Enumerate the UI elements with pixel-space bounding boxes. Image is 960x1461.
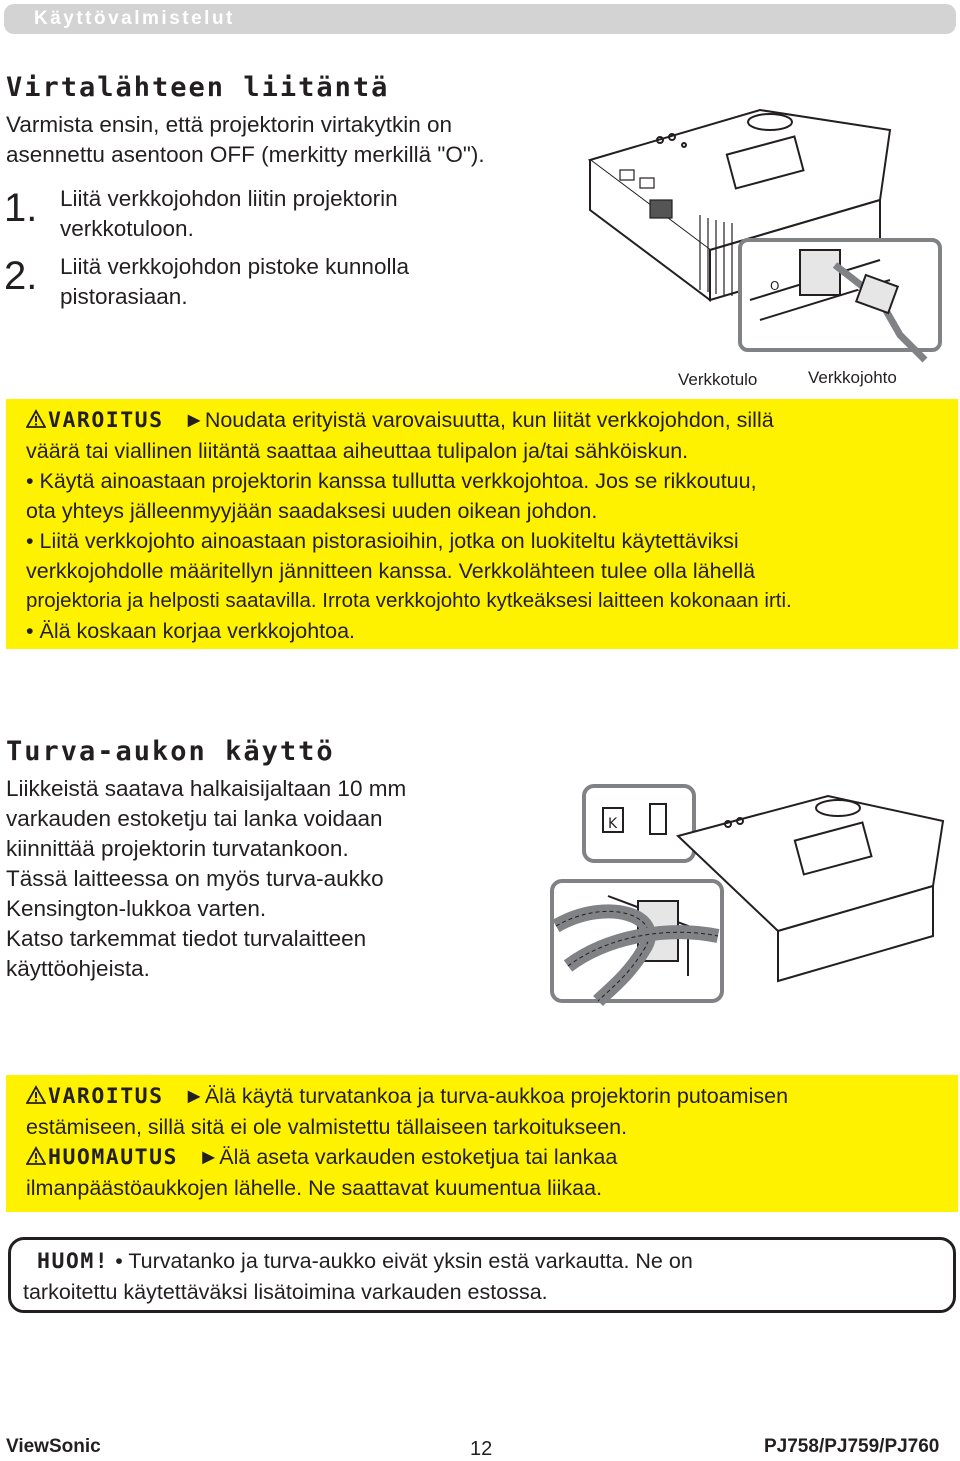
caution-label: HUOMAUTUS — [48, 1145, 178, 1170]
warning-power-line8: • Älä koskaan korjaa verkkojohtoa. — [26, 619, 356, 643]
caption-cord: Verkkojohto — [808, 368, 897, 387]
warning-power-line3: • Käytä ainoastaan projektorin kanssa tullutta verkkojohtoa. Jos se rikkoutuu, — [26, 469, 757, 493]
warning-label: VAROITUS — [48, 408, 164, 433]
footer-brand: ViewSonic — [6, 1436, 101, 1457]
caution-text2a: Älä aseta varkauden estoketjua tai lankaa — [219, 1145, 618, 1169]
warning-arrow: ► — [183, 1084, 205, 1108]
power-intro-line2: asennettu asentoon OFF (merkitty merkillä "O"). — [6, 142, 485, 167]
warning-triangle-icon — [26, 1085, 46, 1105]
security-line1: Liikkeistä saatava halkaisijaltaan 10 mm — [6, 776, 407, 801]
note-text-a: • Turvatanko ja turva-aukko eivät yksin estä varkautta. Ne on — [115, 1249, 693, 1273]
power-intro-line1: Varmista ensin, että projektorin virtakytkin on — [6, 112, 453, 137]
warning-power-line1 — [26, 405, 946, 436]
step-1-number: 1. — [4, 186, 38, 230]
warning-box-power — [6, 399, 958, 649]
note-line1 — [23, 1246, 939, 1277]
step-2-line2: pistorasiaan. — [60, 284, 188, 309]
caution-text2b: ilmanpäästöaukkojen lähelle. Ne saattavat kuumentua liikaa. — [26, 1176, 603, 1200]
note-box — [8, 1237, 956, 1313]
warning-power-line6: verkkojohdolle määritellyn jännitteen kanssa. Verkkolähteen tulee olla lähellä — [26, 559, 756, 583]
caption-inlet: Verkkotulo — [678, 370, 758, 389]
warning-arrow: ► — [183, 408, 205, 432]
step-2-number: 2. — [4, 254, 38, 298]
warning-triangle-icon — [26, 409, 46, 429]
caution-triangle-icon — [26, 1146, 46, 1166]
security-line6: Katso tarkemmat tiedot turvalaitteen — [6, 926, 367, 951]
svg-text:K: K — [608, 816, 618, 832]
warning-security-line1 — [26, 1081, 946, 1112]
projector-illustration — [580, 100, 955, 370]
warning-power-line5: • Liitä verkkojohto ainoastaan pistorasioihin, jotka on luokiteltu käytettäviksi — [26, 529, 739, 553]
step-1-line1: Liitä verkkojohdon liitin projektorin — [60, 186, 398, 211]
page-number: 12 — [470, 1438, 493, 1460]
security-line5: Kensington-lukkoa varten. — [6, 896, 267, 921]
security-bar-icon — [650, 804, 666, 834]
warning-box-security — [6, 1075, 958, 1212]
caution-line — [26, 1142, 946, 1173]
step-2-line1: Liitä verkkojohdon pistoke kunnolla — [60, 254, 409, 279]
security-section-title: Turva-aukon käyttö — [6, 736, 335, 767]
note-text-b: tarkoitettu käytettäväksi lisätoimina varkauden estossa. — [23, 1280, 548, 1304]
note-label: HUOM! — [37, 1249, 110, 1274]
footer-model: PJ758/PJ759/PJ760 — [764, 1436, 940, 1457]
header-title: Käyttövalmistelut — [34, 8, 235, 29]
security-line2: varkauden estoketju tai lanka voidaan — [6, 806, 383, 831]
warning-power-line2: väärä tai viallinen liitäntä saattaa aiheuttaa tulipalon ja/tai sähköiskun. — [26, 439, 689, 463]
warning-power-line7: projektoria ja helposti saatavilla. Irrota verkkojohto kytkeäksesi laitteen kokonaan irti. — [26, 589, 792, 612]
label-inlet-marker: O — [770, 279, 780, 293]
warning-security-text1a: Älä käytä turvatankoa ja turva-aukkoa projektorin putoamisen — [204, 1084, 789, 1108]
caution-arrow: ► — [197, 1145, 220, 1169]
step-1-line2: verkkotuloon. — [60, 216, 194, 241]
security-line7: käyttöohjeista. — [6, 956, 150, 981]
security-line4: Tässä laitteessa on myös turva-aukko — [6, 866, 384, 891]
security-illustration — [548, 776, 948, 1026]
warning-text: Noudata erityistä varovaisuutta, kun liität verkkojohdon, sillä — [204, 408, 774, 432]
warning-security-text1b: estämiseen, sillä sitä ei ole valmistettu tällaiseen tarkoitukseen. — [26, 1115, 628, 1139]
power-section-title: Virtalähteen liitäntä — [6, 72, 390, 103]
security-line3: kiinnittää projektorin turvatankoon. — [6, 836, 349, 861]
warning-label: VAROITUS — [48, 1084, 164, 1109]
kensington-lock-icon — [603, 808, 623, 832]
warning-power-line4: ota yhteys jälleenmyyjään saadaksesi uuden oikean johdon. — [26, 499, 598, 523]
